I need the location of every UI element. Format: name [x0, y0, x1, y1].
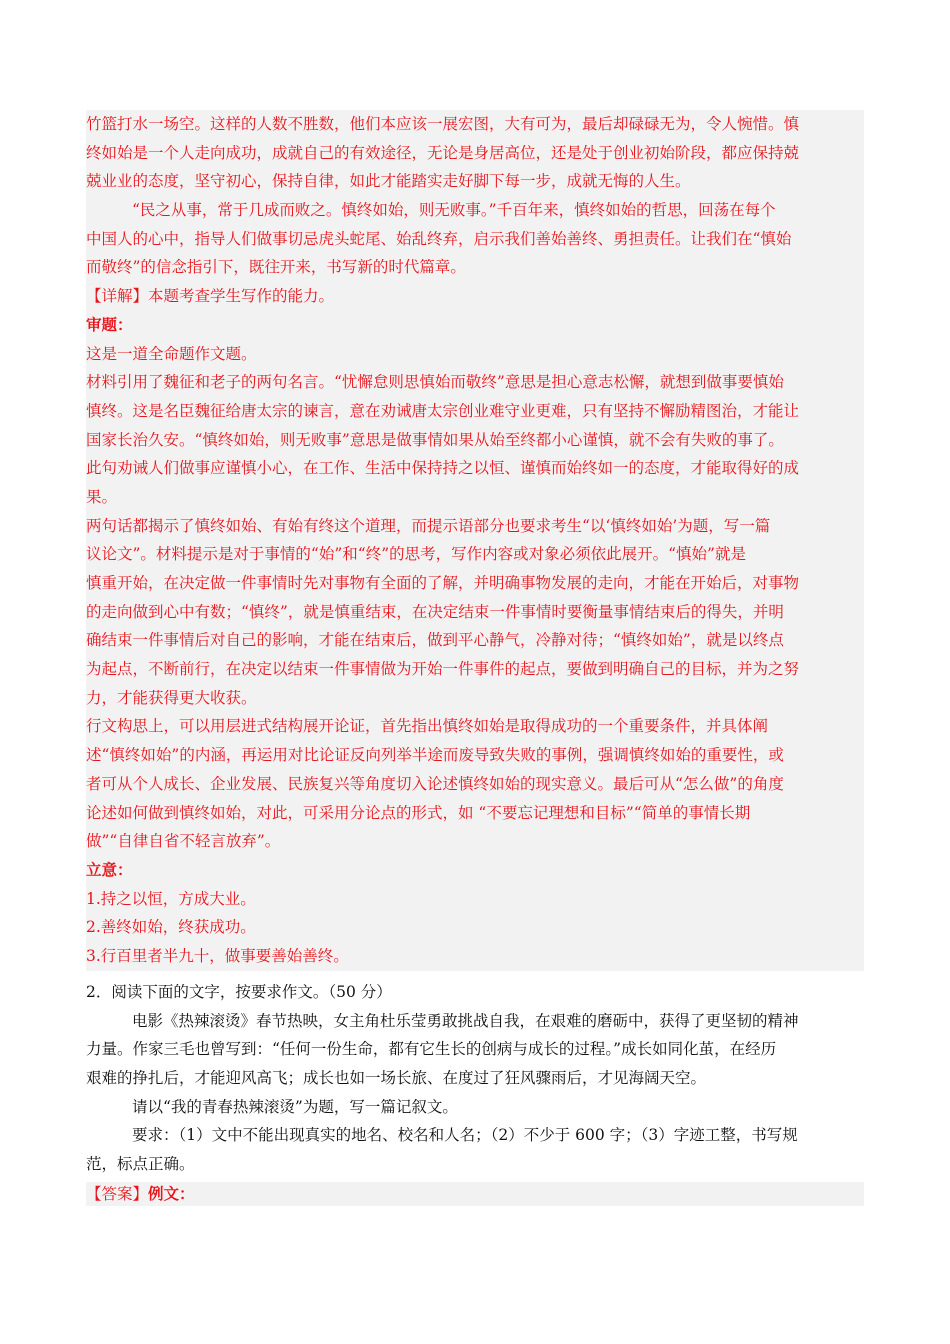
text-line: 立意：	[86, 859, 133, 879]
answer-heading	[86, 1182, 864, 1206]
text-line: 慎重开始，在决定做一件事情时先对事物有全面的了解，并明确事物发展的走向，才能在开始后，对事物	[86, 574, 800, 592]
answer-bracket-label: 【答案】	[86, 1185, 149, 1203]
text-line: 而敬终”的信念指引下，既往开来，书写新的时代篇章。	[86, 258, 466, 277]
text-line: 1.持之以恒，方成大业。	[86, 889, 256, 908]
text-line: 议论文”。材料提示是对于事情的“始”和“终”的思考，写作内容或对象必须依此展开。“慎始”就是	[86, 545, 746, 564]
text-line: 终如始是一个人走向成功，成就自己的有效途径，无论是身居高位，还是处于创业初始阶段，都应保持兢	[86, 143, 800, 162]
text-line: 这是一道全命题作文题。	[86, 344, 257, 363]
text-line: 兢业业的态度，坚守初心，保持自律，如此才能踏实走好脚下每一步，成就无悔的人生。	[86, 172, 691, 191]
text-line: 国家长治久安。“慎终如始，则无败事”意思是做事情如果从始至终都小心谨慎，就不会有失败的事了。	[86, 430, 784, 449]
text-line: 电影《热辣滚烫》春节热映，女主角杜乐莹勇敢挑战自我，在艰难的磨砺中，获得了更坚韧的精神	[132, 1011, 799, 1030]
text-line: 确结束一件事情后对自己的影响，才能在结束后，做到平心静气，冷静对待；“慎终如始”，就是以终点	[86, 631, 784, 650]
text-line: 两句话都揭示了慎终如始、有始有终这个道理，而提示语部分也要求考生“以‘慎终如始’为题，写一篇	[86, 516, 771, 535]
text-line: 材料引用了魏征和老子的两句名言。“忧懈怠则思慎始而敬终”意思是担心意志松懈，就想到做事要慎始	[86, 373, 784, 392]
text-line: 要求：（1）文中不能出现真实的地名、校名和人名；（2）不少于 600 字；（3）字迹工整，书写规	[132, 1126, 798, 1145]
text-line: 行文构思上，可以用层进式结构展开论证，首先指出慎终如始是取得成功的一个重要条件，并具体阐	[86, 717, 769, 736]
text-line: 者可从个人成长、企业发展、民族复兴等角度切入论述慎终如始的现实意义。最后可从“怎么做”的角度	[86, 774, 784, 793]
text-line: 果。	[86, 487, 118, 506]
text-line: 的走向做到心中有数；“慎终”，就是慎重结束，在决定结束一件事情时要衡量事情结束后的得失，并明	[86, 602, 784, 621]
text-line: 范，标点正确。	[86, 1155, 195, 1174]
text-line: 述“慎终如始”的内涵，再运用对比论证反向列举半途而废导致失败的事例，强调慎终如始的重要性，或	[86, 746, 784, 765]
example-essay-label: 例文：	[148, 1184, 195, 1203]
text-line: 【详解】本题考查学生写作的能力。	[86, 287, 335, 306]
text-line: 做”“自律自省不轻言放弃”。	[86, 832, 281, 851]
text-line: 艰难的挣扎后，才能迎风高飞；成长也如一场长旅、在度过了狂风骤雨后，才见海阔天空。	[86, 1069, 707, 1088]
text-line: 论述如何做到慎终如始，对此，可采用分论点的形式，如 “不要忘记理想和目标”“简单的事情长期	[86, 803, 751, 822]
text-line: 慎终。这是名臣魏征给唐太宗的谏言，意在劝诫唐太宗创业难守业更难，只有坚持不懈励精图治，才能让	[86, 401, 800, 420]
text-line: 3.行百里者半九十，做事要善始善终。	[86, 946, 349, 965]
text-line: 2．阅读下面的文字，按要求作文。（50 分）	[86, 983, 392, 1001]
text-line: 此句劝诫人们做事应谨慎小心，在工作、生活中保持持之以恒、谨慎而始终如一的态度，才能取得好的成	[86, 459, 800, 478]
text-line: 力，才能获得更大收获。	[86, 688, 257, 707]
text-line: 为起点，不断前行，在决定以结束一件事情做为开始一件事件的起点，要做到明确自己的目标，并为之努	[86, 660, 800, 679]
text-line: 2.善终如始，终获成功。	[86, 918, 256, 937]
text-line: 竹篮打水一场空。这样的人数不胜数，他们本应该一展宏图，大有可为，最后却碌碌无为，令人惋惜。慎	[86, 115, 800, 133]
text-line: 中国人的心中，指导人们做事切忌虎头蛇尾、始乱终弃，启示我们善始善终、勇担责任。让我们在“慎始	[86, 229, 792, 248]
text-line: 请以“我的青春热辣滚烫”为题，写一篇记叙文。	[132, 1097, 458, 1116]
answer-explanation-section	[86, 110, 864, 971]
text-line: 审题：	[86, 314, 133, 334]
text-line: 力量。作家三毛也曾写到：“任何一份生命，都有它生长的创病与成长的过程。”成长如同化茧，在经历	[86, 1040, 777, 1059]
text-line: “民之从事，常于几成而败之。慎终如始，则无败事。”千百年来，慎终如始的哲思，回荡在每个	[132, 201, 776, 220]
question-2-section	[86, 978, 864, 1179]
